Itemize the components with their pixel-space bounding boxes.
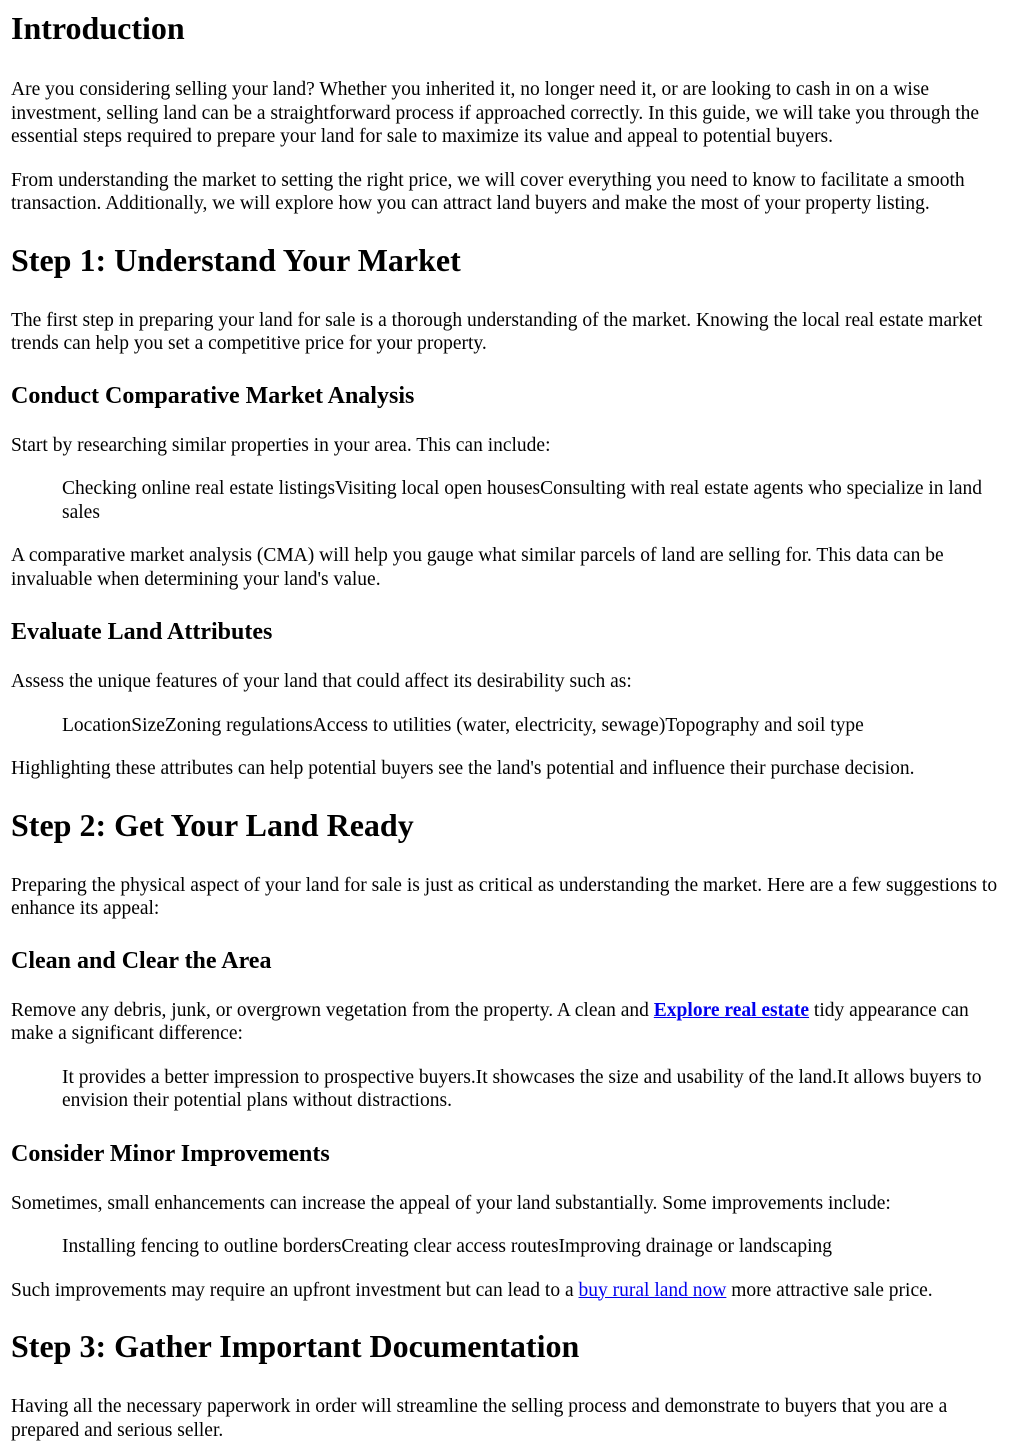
- step2-paragraph: Preparing the physical aspect of your land for sale is just as critical as understanding the market. Here are a few suggestions to enhance its appeal:: [11, 874, 998, 919]
- attributes-outro: Highlighting these attributes can help potential buyers see the land's potential and influence their purchase decision.: [11, 758, 915, 779]
- clean-list: It provides a better impression to prospective buyers.It showcases the size and usability of the land.It allows buyers to envision their potential plans without distractions.: [62, 1066, 982, 1111]
- improve-intro: Sometimes, small enhancements can increase the appeal of your land substantially. Some improvements include:: [11, 1192, 891, 1214]
- explore-real-estate-link[interactable]: Explore real estate: [653, 999, 810, 1021]
- cma-outro: A comparative market analysis (CMA) will help you gauge what similar parcels of land are selling for. This data can be invaluable when determining your land's value.: [11, 545, 944, 590]
- attributes-list: LocationSizeZoning regulationsAccess to utilities (water, electricity, sewage)Topography and soil type: [62, 714, 864, 736]
- step3-heading: Step 3: Gather Important Documentation: [11, 1328, 580, 1364]
- improve-heading: Consider Minor Improvements: [11, 1140, 330, 1167]
- clean-heading: Clean and Clear the Area: [11, 947, 272, 974]
- buy-rural-land-link[interactable]: buy rural land now: [578, 1279, 727, 1301]
- intro-paragraph-1: Are you considering selling your land? Whether you inherited it, no longer need it, or are looking to cash in on a wise investment, selling land can be a straightforward process if approached correctly. In this guide, we will take you through the essential steps required to prepare your land for sale to maximize its value and appeal to potential buyers.: [11, 79, 980, 147]
- clean-intro-before: Remove any debris, junk, or overgrown vegetation from the property. A clean and: [11, 999, 654, 1021]
- step1-paragraph: The first step in preparing your land for sale is a thorough understanding of the market. Knowing the local real estate market trends can help you set a competitive price for your property.: [11, 309, 983, 354]
- clean-intro: [11, 999, 1014, 1046]
- intro-heading: Introduction: [11, 10, 185, 46]
- intro-paragraph-2: From understanding the market to setting the right price, we will cover everything you need to know to facilitate a smooth transaction. Additionally, we will explore how you can attract land buyers and make the most of your property listing.: [11, 169, 965, 214]
- improve-outro-before: Such improvements may require an upfront investment but can lead to a: [11, 1279, 579, 1301]
- cma-intro: Start by researching similar properties in your area. This can include:: [11, 434, 551, 456]
- attributes-heading: Evaluate Land Attributes: [11, 619, 273, 645]
- article: [0, 10, 1024, 1442]
- step1-heading: Step 1: Understand Your Market: [11, 241, 461, 278]
- improve-list: Installing fencing to outline bordersCreating clear access routesImproving drainage or landscaping: [62, 1236, 832, 1257]
- attributes-intro: Assess the unique features of your land that could affect its desirability such as:: [11, 671, 632, 692]
- cma-heading: Conduct Comparative Market Analysis: [11, 382, 415, 409]
- step3-paragraph: Having all the necessary paperwork in order will streamline the selling process and demonstrate to buyers that you are a prepared and serious seller.: [11, 1396, 948, 1441]
- improve-outro-after: more attractive sale price.: [726, 1279, 933, 1301]
- cma-list: Checking online real estate listingsVisiting local open housesConsulting with real estate agents who specialize in land sales: [62, 478, 982, 523]
- clean-intro-after: tidy appearance can make a significant difference:: [11, 999, 969, 1044]
- improve-outro: [11, 1279, 1014, 1303]
- step2-heading: Step 2: Get Your Land Ready: [11, 806, 414, 843]
